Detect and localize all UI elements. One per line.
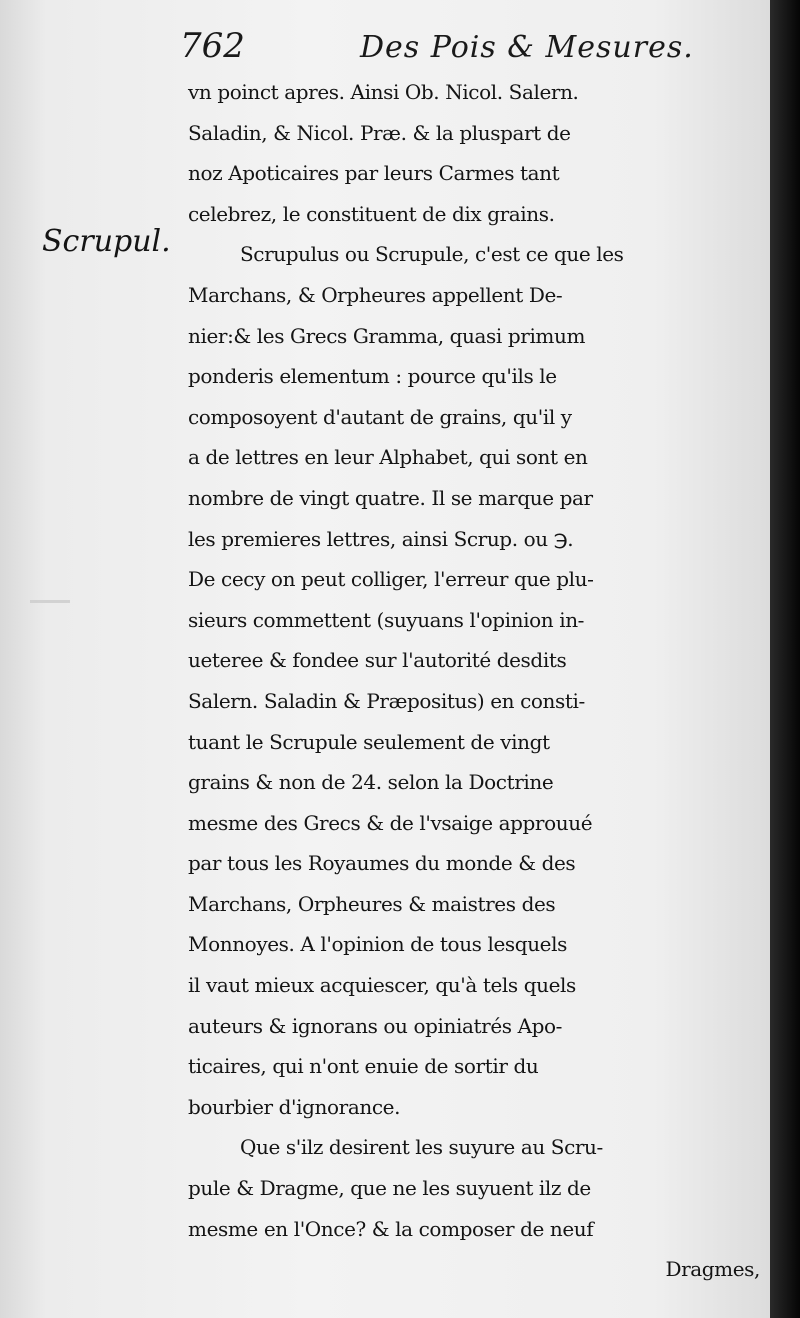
text-line: noz Apoticaires par leurs Carmes tant: [188, 161, 560, 186]
text-line: Marchans, Orpheures & maistres des: [188, 891, 556, 916]
text-line: les premieres lettres, ainsi Scrup. ou ℈.: [188, 526, 574, 551]
text-line: Que s'ilz desirent les suyure au Scru-: [240, 1135, 603, 1160]
text-line: Monnoyes. A l'opinion de tous lesquels: [188, 932, 567, 957]
body-text: [188, 72, 770, 1290]
text-line: Marchans, & Orpheures appellent De-: [188, 282, 563, 307]
text-line: ueteree & fondee sur l'autorité desdits: [188, 648, 567, 673]
text-line: mesme des Grecs & de l'vsaige approuué: [188, 810, 593, 835]
catchword: Dragmes,: [665, 1257, 760, 1282]
margin-note: Scrupul.: [42, 224, 171, 259]
text-line: nombre de vingt quatre. Il se marque par: [188, 485, 593, 510]
text-line: grains & non de 24. selon la Doctrine: [188, 770, 554, 795]
text-line: nier:& les Grecs Gramma, quasi primum: [188, 323, 586, 348]
text-line: vn poinct apres. Ainsi Ob. Nicol. Salern.: [188, 80, 579, 104]
text-line: auteurs & ignorans ou opiniatrés Apo-: [188, 1013, 563, 1038]
running-title: Des Pois & Mesures.: [360, 30, 694, 65]
text-line: Salern. Saladin & Præpositus) en consti-: [188, 688, 585, 713]
text-line: a de lettres en leur Alphabet, qui sont en: [188, 445, 588, 470]
text-line: Saladin, & Nicol. Præ. & la pluspart de: [188, 120, 571, 145]
text-line: ticaires, qui n'ont enuie de sortir du: [188, 1054, 539, 1079]
text-line: De cecy on peut colliger, l'erreur que plu-: [188, 567, 594, 592]
text-line: tuant le Scrupule seulement de vingt: [188, 729, 550, 754]
text-line: sieurs commettent (suyuans l'opinion in-: [188, 607, 585, 632]
page-header: [180, 22, 700, 72]
text-line: pule & Dragme, que ne les suyuent ilz de: [188, 1176, 591, 1201]
text-line: composoyent d'autant de grains, qu'il y: [188, 404, 572, 429]
text-line: par tous les Royaumes du monde & des: [188, 851, 576, 876]
page-number: 762: [180, 26, 245, 66]
text-line: Scrupulus ou Scrupule, c'est ce que les: [240, 242, 624, 267]
text-line: mesme en l'Once? & la composer de neuf: [188, 1216, 594, 1241]
show-through-mark: [30, 600, 70, 603]
text-line: celebrez, le constituent de dix grains.: [188, 201, 555, 226]
text-line: ponderis elementum : pource qu'ils le: [188, 364, 557, 389]
page-edge-shadow: [770, 0, 800, 1318]
text-line: il vaut mieux acquiescer, qu'à tels quels: [188, 973, 576, 998]
text-line: bourbier d'ignorance.: [188, 1094, 401, 1119]
